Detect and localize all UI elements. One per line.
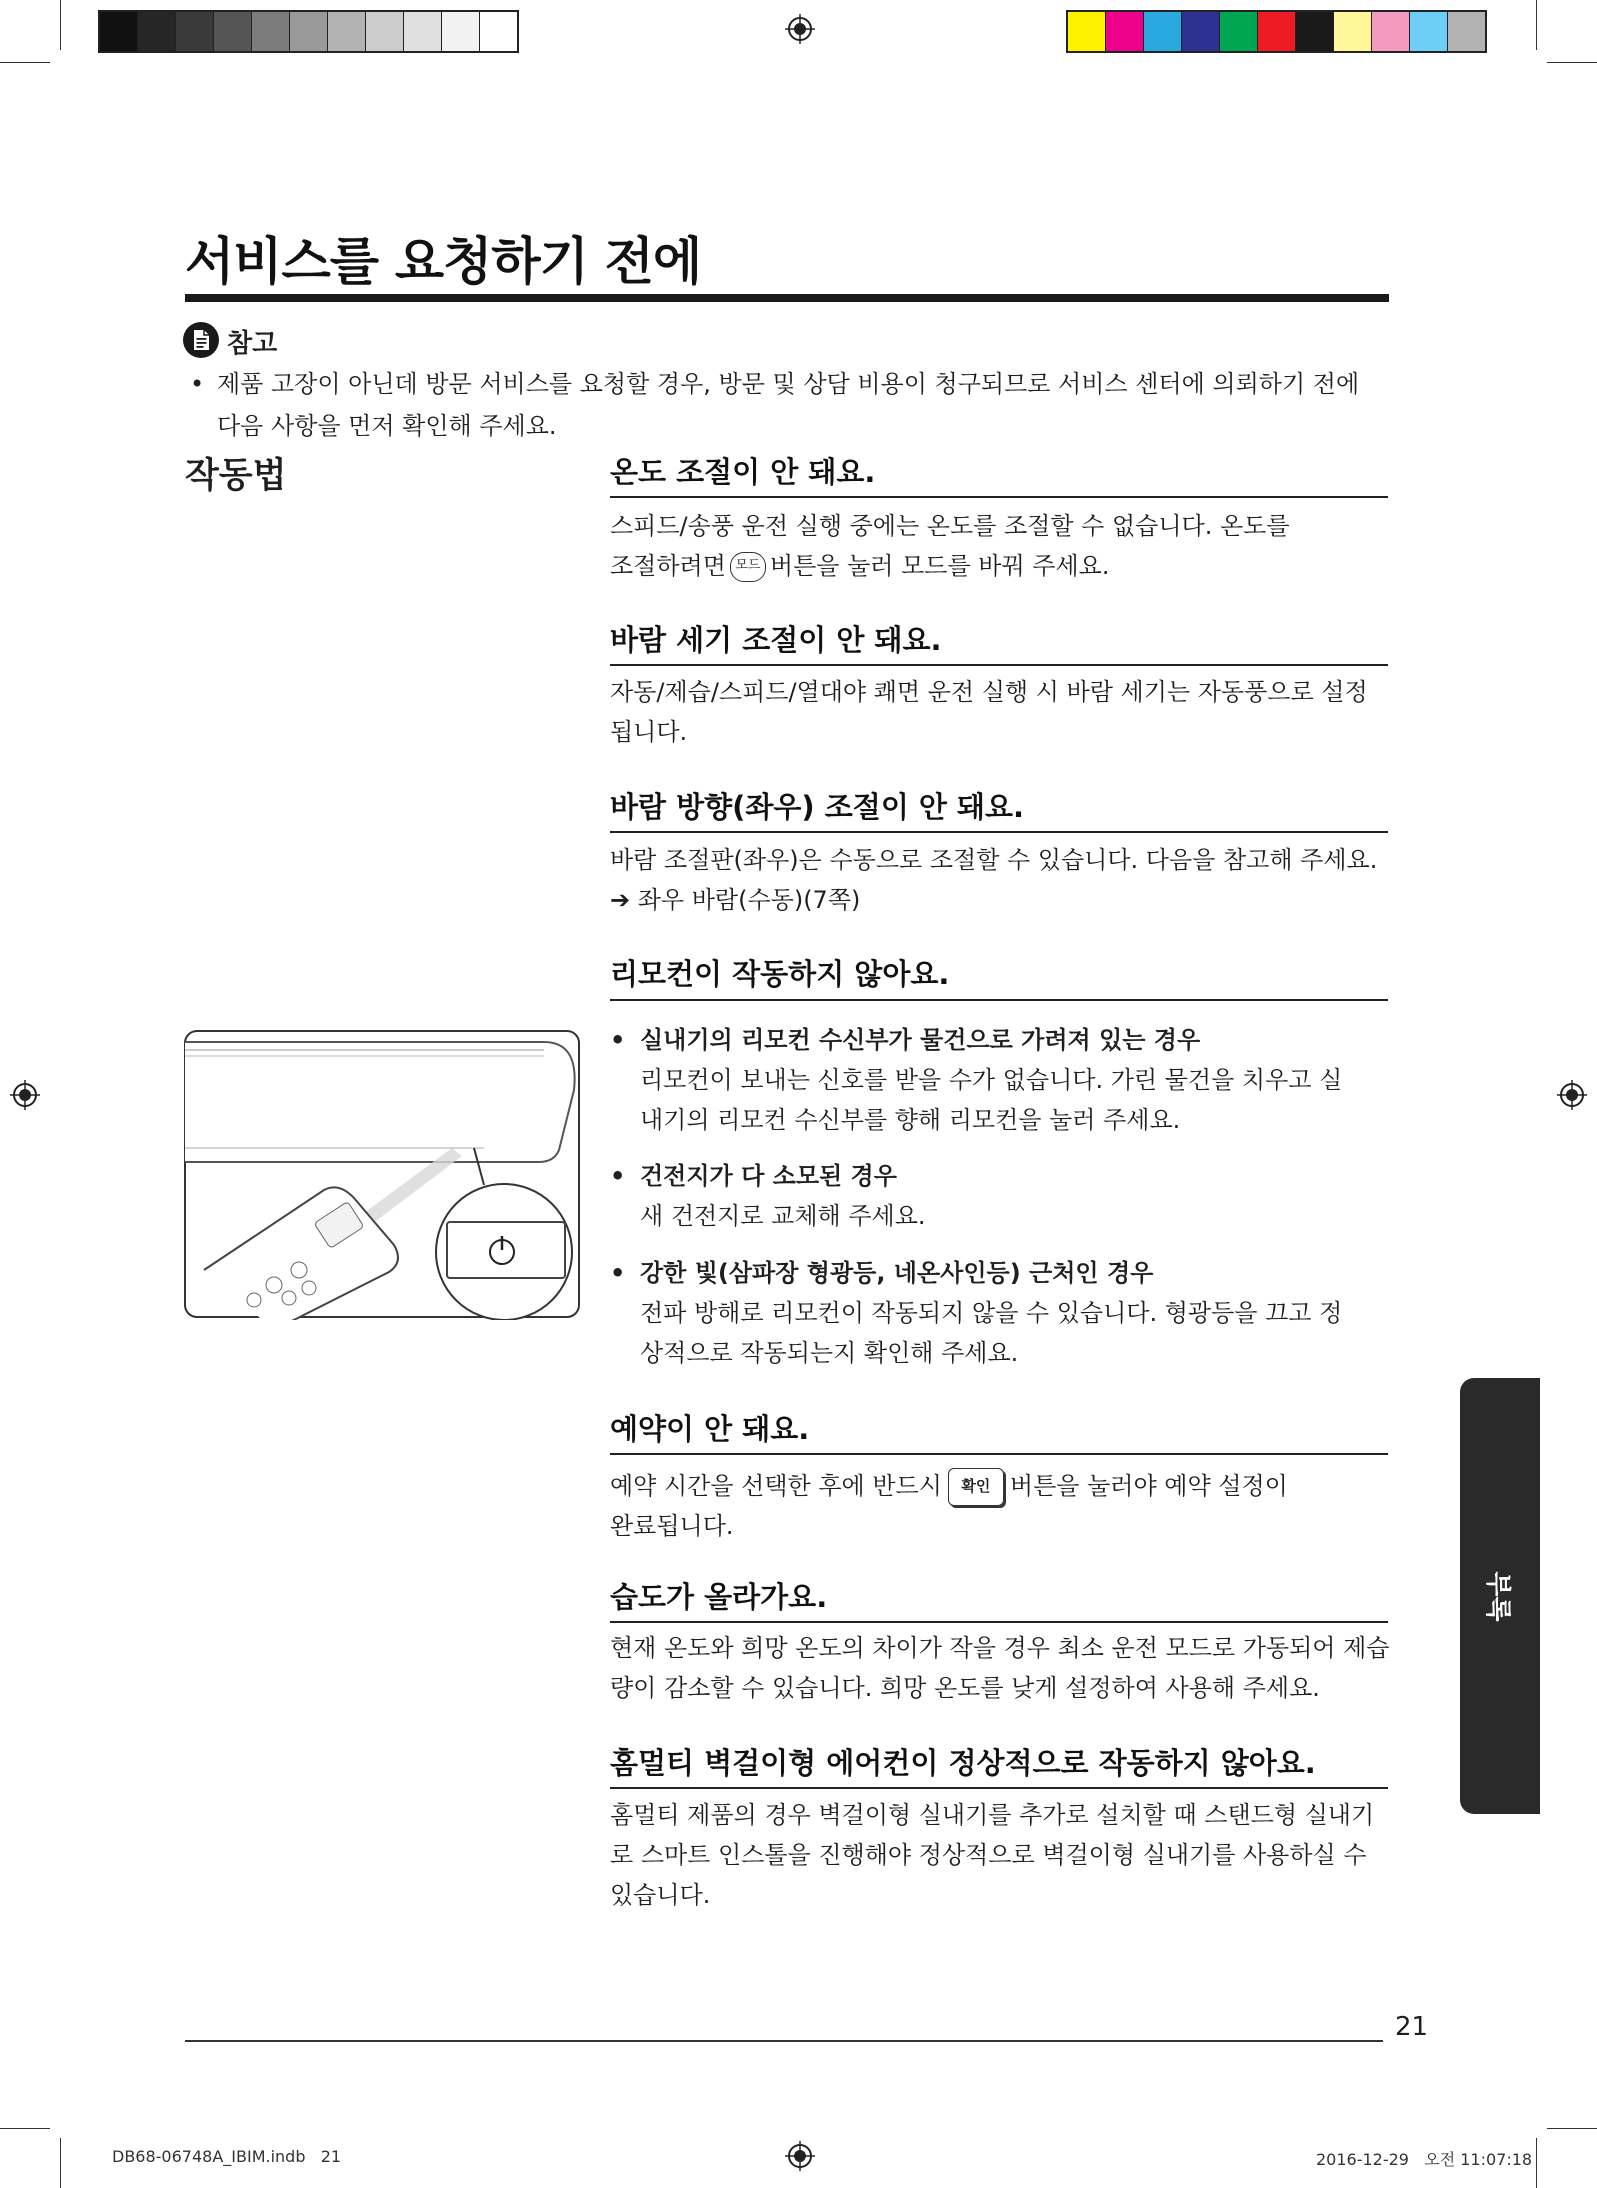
color-swatch (1372, 12, 1410, 51)
q6-body: 현재 온도와 희망 온도의 차이가 작을 경우 최소 운전 모드로 가동되어 제습량이 감소할 수 있습니다. 희망 온도를 낮게 설정하여 사용해 주세요. (610, 1634, 1390, 1702)
footer-rule (185, 2040, 1383, 2042)
color-swatch (1182, 12, 1220, 51)
q2-rule (610, 664, 1388, 666)
registration-mark-top (785, 14, 815, 44)
gray-swatch (138, 12, 176, 51)
crop-mark-br-v (1536, 2138, 1537, 2188)
q4-item-1-title: • 실내기의 리모컨 수신부가 물건으로 가려져 있는 경우 (610, 1020, 1400, 1060)
crop-mark-bl-h (0, 2128, 50, 2129)
color-swatch (1258, 12, 1296, 51)
gray-swatch (100, 12, 138, 51)
q1-line2-before: 조절하려면 (610, 552, 726, 580)
gray-swatch (480, 12, 517, 51)
appendix-side-tab (1460, 1378, 1540, 1814)
gray-swatch (176, 12, 214, 51)
q4-title: 리모컨이 작동하지 않아요. (610, 957, 950, 991)
print-slug-file: DB68-06748A_IBIM.indb 21 (112, 2147, 342, 2166)
q4-rule (610, 999, 1388, 1001)
registration-mark-left (10, 1080, 40, 1110)
q6-rule (610, 1621, 1388, 1623)
q6-title: 습도가 올라가요. (610, 1580, 828, 1614)
title-rule (185, 294, 1389, 302)
q4-item-2 (610, 1156, 1400, 1236)
color-swatch (1410, 12, 1448, 51)
note-text: 제품 고장이 아닌데 방문 서비스를 요청할 경우, 방문 및 상담 비용이 청구되므로 서비스 센터에 의뢰하기 전에 다음 사항을 먼저 확인해 주세요. (217, 370, 1360, 440)
q3-body (610, 840, 1400, 920)
color-swatch (1448, 12, 1485, 51)
gray-swatch (252, 12, 290, 51)
q5-line1-after: 버튼을 눌러야 예약 설정이 (1009, 1472, 1288, 1500)
q3-title: 바람 방향(좌우) 조절이 안 돼요. (610, 790, 1025, 824)
crop-mark-br-h (1547, 2128, 1597, 2129)
q1-rule (610, 496, 1388, 498)
gray-swatch (290, 12, 328, 51)
crop-mark-tr-h (1547, 62, 1597, 63)
grayscale-color-bar (98, 10, 519, 53)
q7-rule (610, 1787, 1388, 1789)
note-label: 참고 (227, 329, 278, 359)
color-swatch (1144, 12, 1182, 51)
q3-rule (610, 831, 1388, 833)
q3-text: 바람 조절판(좌우)은 수동으로 조절할 수 있습니다. 다음을 참고해 주세요. (610, 846, 1378, 874)
q7-body: 홈멀티 제품의 경우 벽걸이형 실내기를 추가로 설치할 때 스탠드형 실내기로 스마트 인스톨을 진행해야 정상적으로 벽걸이형 실내기를 사용하실 수 있습니다. (610, 1801, 1375, 1909)
q4-item-3 (610, 1253, 1400, 1373)
note-text-block (190, 363, 1370, 447)
q5-title: 예약이 안 돼요. (610, 1412, 810, 1446)
color-swatch (1334, 12, 1372, 51)
gray-swatch (366, 12, 404, 51)
crop-mark-tl-v (60, 0, 61, 50)
q1-line2-after: 버튼을 눌러 모드를 바꿔 주세요. (769, 552, 1110, 580)
color-swatch (1106, 12, 1144, 51)
page-title: 서비스를 요청하기 전에 (185, 233, 702, 292)
q5-rule (610, 1453, 1388, 1455)
registration-mark-right (1557, 1080, 1587, 1110)
crop-mark-tr-v (1536, 0, 1537, 50)
q4-item-2-body: 새 건전지로 교체해 주세요. (640, 1202, 926, 1230)
section-heading: 작동법 (185, 456, 287, 496)
process-color-bar (1066, 10, 1487, 53)
q1-line2 (610, 546, 1400, 586)
print-slug-date: 2016-12-29 오전 11:07:18 (1316, 2150, 1533, 2169)
color-swatch (1296, 12, 1334, 51)
color-swatch (1068, 12, 1106, 51)
q1-title: 온도 조절이 안 돼요. (610, 455, 876, 489)
q5-body (610, 1466, 1400, 1546)
q5-line1-before: 예약 시간을 선택한 후에 반드시 (610, 1472, 942, 1500)
q2-title: 바람 세기 조절이 안 돼요. (610, 623, 942, 657)
page-number: 21 (1395, 2012, 1429, 2042)
q5-line1 (610, 1466, 1400, 1506)
q4-item-1-body: 리모컨이 보내는 신호를 받을 수가 없습니다. 가린 물건을 치우고 실내기의 리모컨 수신부를 향해 리모컨을 눌러 주세요. (640, 1066, 1343, 1134)
gray-swatch (404, 12, 442, 51)
mode-button-icon: 모드 (730, 552, 766, 582)
q4-item-2-title: • 건전지가 다 소모된 경우 (610, 1156, 1400, 1196)
gray-swatch (442, 12, 480, 51)
side-tab-label: 부록 (1482, 1570, 1513, 1622)
gray-swatch (214, 12, 252, 51)
q2-body: 자동/제습/스피드/열대야 쾌면 운전 실행 시 바람 세기는 자동풍으로 설정됩니다. (610, 678, 1368, 746)
q4-item-1 (610, 1020, 1400, 1140)
q4-item-3-title: • 강한 빛(삼파장 형광등, 네온사인등) 근처인 경우 (610, 1253, 1400, 1293)
q3-reference: ➔ 좌우 바람(수동)(7쪽) (610, 886, 861, 914)
indoor-unit-drawing (185, 1042, 575, 1162)
q5-line2: 완료됩니다. (610, 1512, 734, 1540)
gray-swatch (328, 12, 366, 51)
registration-mark-bottom (785, 2141, 815, 2171)
confirm-button-icon: 확인 (948, 1468, 1004, 1506)
q7-title: 홈멀티 벽걸이형 에어컨이 정상적으로 작동하지 않아요. (610, 1746, 1316, 1780)
remote-control-illustration (184, 1030, 580, 1320)
q4-item-3-body: 전파 방해로 리모컨이 작동되지 않을 수 있습니다. 형광등을 끄고 정상적으로 작동되는지 확인해 주세요. (640, 1299, 1343, 1367)
q1-line1: 스피드/송풍 운전 실행 중에는 온도를 조절할 수 없습니다. 온도를 (610, 512, 1290, 540)
color-swatch (1220, 12, 1258, 51)
q1-body (610, 506, 1400, 586)
crop-mark-tl-h (0, 62, 50, 63)
note-bullet: • (190, 370, 205, 398)
crop-mark-bl-v (60, 2138, 61, 2188)
note-icon (183, 322, 219, 358)
